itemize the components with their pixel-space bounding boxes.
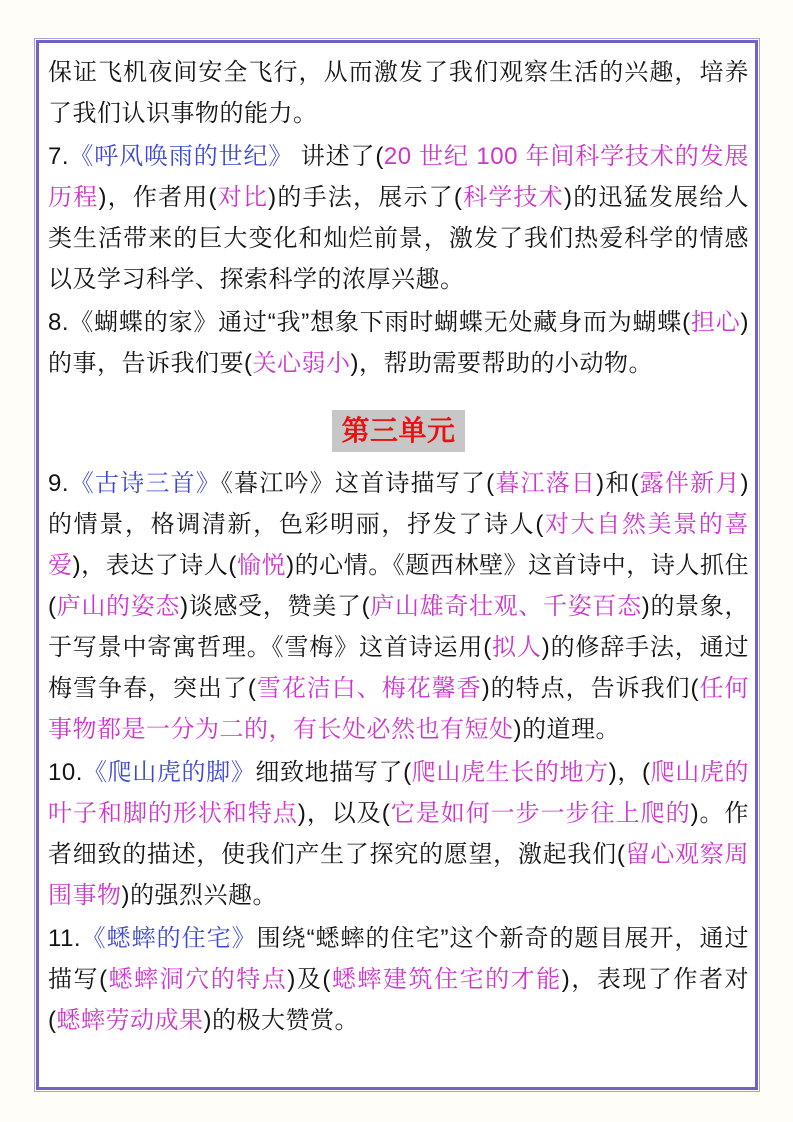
- text-segment-magenta: 暮江落日: [494, 470, 597, 497]
- text-segment-body: )的修辞手法，通过梅雪争春，突出了(: [48, 634, 750, 702]
- text-segment-body: )的极大赞赏。: [203, 1007, 359, 1034]
- unit-3-heading: [48, 410, 749, 453]
- text-segment-magenta: 拟人: [491, 634, 542, 661]
- text-segment-body: )谈感受，赞美了(: [180, 593, 371, 620]
- text-segment-body: )的景象，于写景中寄寓哲理。《雪梅》这首诗运用(: [48, 593, 750, 661]
- text-segment-magenta: 庐山的姿态: [56, 593, 181, 620]
- text-segment-blue: 《蟋蟀的住宅》: [81, 925, 257, 952]
- text-segment-magenta: 爬山虎生长的地方: [411, 759, 609, 786]
- text-segment-body: )的情景，格调清新，色彩明丽，抒发了诗人(: [48, 470, 750, 538]
- text-segment-magenta: 20 世纪 100 年间科学技术的发展历程: [48, 143, 749, 211]
- text-segment-magenta: 对大自然美景的喜爱: [48, 511, 749, 579]
- unit-heading-text: 第三单元: [332, 410, 464, 452]
- text-segment-magenta: 科学技术: [462, 184, 564, 211]
- text-segment-body: 8.《蝴蝶的家》通过“我”想象下雨时蝴蝶无处藏身而为蝴蝶(: [48, 309, 691, 336]
- text-segment-body: )。作者细致的描述，使我们产生了探究的愿望，激起我们(: [48, 800, 750, 868]
- text-segment-body: )，作者用(: [98, 184, 218, 211]
- text-segment-body: 细致地描写了(: [255, 759, 412, 786]
- notes-sheet-frame: [36, 40, 758, 1090]
- text-segment-body: 《暮江吟》这首诗描写了(: [220, 470, 495, 497]
- paragraph-6-continuation: [48, 52, 749, 134]
- text-segment-magenta: 留心观察周围事物: [48, 841, 750, 909]
- text-segment-body: )，(: [608, 759, 651, 786]
- text-segment-magenta: 爬山虎的叶子和脚的形状和特点: [48, 759, 750, 827]
- text-segment-blue: 《古诗三首》: [69, 470, 221, 497]
- text-segment-magenta: 担心: [690, 309, 741, 336]
- text-segment-magenta: 蟋蟀劳动成果: [56, 1007, 204, 1034]
- text-segment-body: )的事，告诉我们要(: [48, 309, 749, 377]
- text-segment-magenta: 对比: [217, 184, 269, 211]
- text-segment-magenta: 愉悦: [236, 552, 287, 579]
- text-segment-body: 围绕“蟋蟀的住宅”这个新奇的题目展开，通过描写(: [48, 925, 750, 993]
- text-segment-body: )的手法，展示了(: [268, 184, 463, 211]
- text-segment-magenta: 庐山雄奇壮观、千姿百态: [370, 593, 642, 620]
- text-segment-magenta: 蟋蟀洞穴的特点: [107, 966, 288, 993]
- paragraph-9: [48, 463, 749, 750]
- paragraph-8: [48, 302, 749, 384]
- text-segment-magenta: 蟋蟀建筑住宅的才能: [330, 966, 562, 993]
- text-segment-magenta: 关心弱小: [252, 350, 351, 377]
- text-segment-body: )，帮助需要帮助的小动物。: [350, 350, 653, 377]
- text-segment-magenta: 任何事物都是一分为二的，有长处必然也有短处: [48, 675, 750, 743]
- text-segment-body: 7.: [48, 143, 70, 170]
- paragraph-10: [48, 752, 749, 916]
- text-segment-magenta: 它是如何一步一步往上爬的: [390, 800, 691, 827]
- document-body: [48, 52, 749, 1041]
- text-segment-body: 9.: [48, 470, 70, 497]
- text-segment-body: 11.: [48, 925, 82, 952]
- text-segment-body: )的迅猛发展给人类生活带来的巨大变化和灿烂前景，激发了我们热爱科学的情感以及学习科学、探索科学的浓厚兴趣。: [48, 184, 750, 293]
- text-segment-blue: 《呼风唤雨的世纪》: [69, 143, 294, 170]
- paragraph-7: [48, 136, 749, 300]
- text-segment-magenta: 雪花洁白、梅花馨香: [256, 675, 482, 702]
- text-segment-magenta: 露伴新月: [639, 470, 741, 497]
- text-segment-body: 10.: [48, 759, 83, 786]
- text-segment-body: )，表达了诗人(: [72, 552, 237, 579]
- text-segment-body: )的特点，告诉我们(: [481, 675, 700, 702]
- text-segment-body: )及(: [287, 966, 331, 993]
- text-segment-body: )的道理。: [513, 716, 620, 743]
- text-segment-body: )的心情。《题西林壁》这首诗中，诗人抓住(: [48, 552, 750, 620]
- text-segment-body: )的强烈兴趣。: [121, 882, 277, 909]
- text-segment-body: )和(: [596, 470, 640, 497]
- text-segment-blue: 《爬山虎的脚》: [82, 759, 256, 786]
- text-segment-body: 讲述了(: [293, 143, 384, 170]
- text-segment-body: )，表现了作者对(: [48, 966, 750, 1034]
- text-segment-body: 保证飞机夜间安全飞行，从而激发了我们观察生活的兴趣，培养了我们认识事物的能力。: [48, 59, 749, 127]
- text-segment-body: )，以及(: [297, 800, 391, 827]
- paragraph-11: [48, 918, 749, 1041]
